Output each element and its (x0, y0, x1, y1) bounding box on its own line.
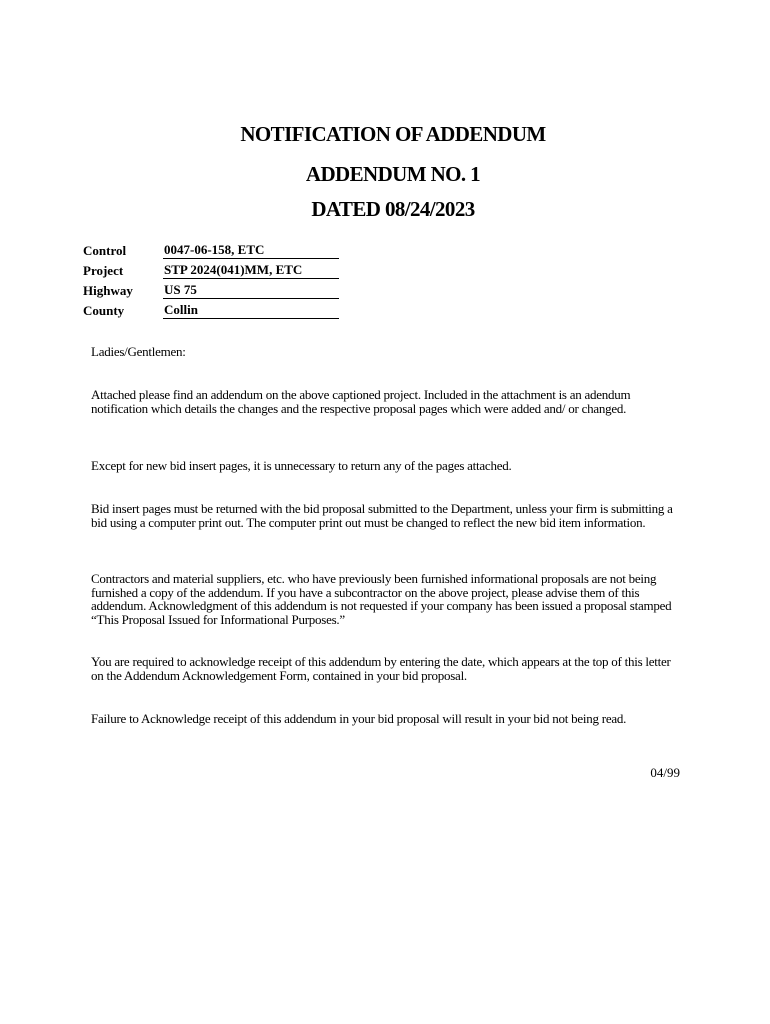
control-value: 0047-06-158, ETC (163, 239, 339, 259)
form-revision-code: 04/99 (650, 765, 680, 780)
county-label: County (83, 302, 125, 318)
project-value: STP 2024(041)MM, ETC (163, 259, 339, 279)
project-info-row-county (83, 299, 339, 319)
paragraph-failure: Failure to Acknowledge receipt of this addendum in your bid proposal will result in your bid not being read. (91, 711, 627, 726)
project-info-row-project (83, 259, 339, 279)
highway-value: US 75 (163, 279, 339, 299)
project-info-table (83, 239, 339, 319)
project-info-row-highway (83, 279, 339, 299)
salutation: Ladies/Gentlemen: (91, 344, 186, 359)
paragraph-acknowledge: You are required to acknowledge receipt of this addendum by entering the date, which appears at the top of this letter on the Addendum Acknowledgement Form, contained in your bid proposal. (91, 654, 671, 683)
document-title: NOTIFICATION OF ADDENDUM (240, 122, 546, 146)
control-label: Control (83, 242, 127, 258)
addendum-number: ADDENDUM NO. 1 (305, 162, 481, 186)
paragraph-bid-insert: Bid insert pages must be returned with the bid proposal submitted to the Department, unless your firm is submitting a bid using a computer print out. The computer print out must be changed to reflect the new bid item information. (91, 501, 673, 530)
highway-label: Highway (83, 282, 133, 298)
paragraph-attachment: Attached please find an addendum on the above captioned project. Included in the attachment is an adendum notification which details the changes and the respective proposal pages which were added and/ or changed. (91, 387, 631, 416)
addendum-date: DATED 08/24/2023 (311, 197, 475, 221)
county-value: Collin (163, 299, 339, 319)
project-info-row-control (83, 239, 339, 259)
paragraph-return-pages: Except for new bid insert pages, it is unnecessary to return any of the pages attached. (91, 458, 512, 473)
project-label: Project (83, 262, 124, 278)
paragraph-contractors: Contractors and material suppliers, etc. who have previously been furnished informational proposals are not being furnished a copy of the addendum. If you have a subcontractor on the above project, please advise them of this addendum. Acknowledgment of this addendum is not requested if your company has been issued a proposal stamped “This Proposal Issued for Informational Purposes.” (91, 571, 672, 627)
